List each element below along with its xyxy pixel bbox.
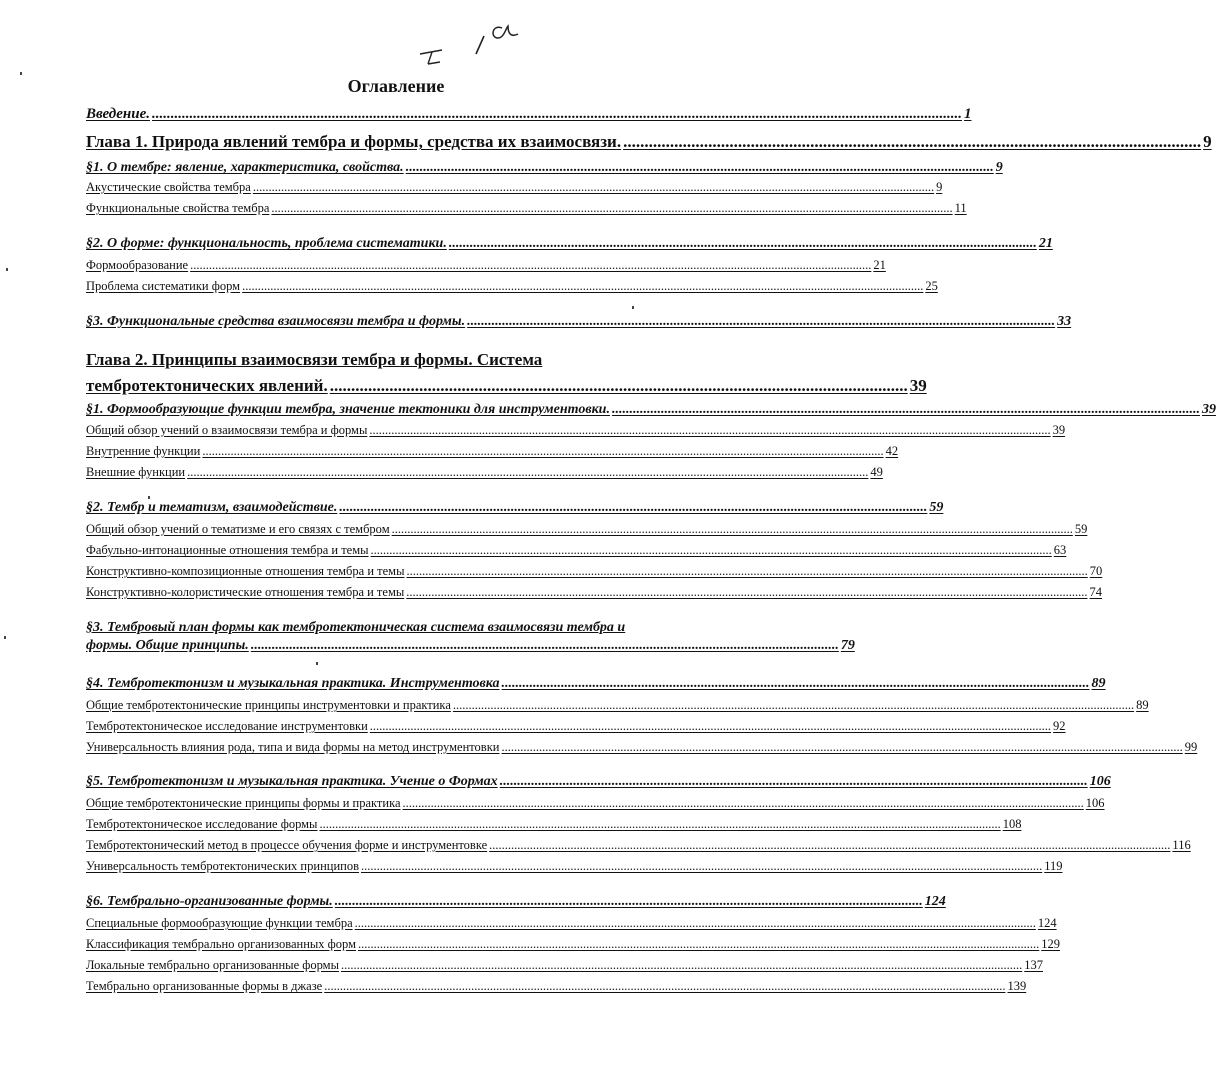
leader-dots: .......................................................................................................................................................................................................................... bbox=[452, 698, 1135, 712]
toc-entry-page: 42 bbox=[885, 444, 899, 458]
toc-section[interactable] bbox=[86, 236, 1053, 252]
toc-subentry[interactable] bbox=[86, 444, 899, 459]
toc-entry-label: Тембротектоническое исследование формы bbox=[86, 817, 318, 831]
toc-subentry[interactable] bbox=[86, 543, 1067, 558]
toc-subentry[interactable] bbox=[86, 201, 967, 216]
toc-section-3-line-1[interactable]: §3. Тембровый план формы как тембротектоническая система взаимосвязи тембра и bbox=[86, 620, 626, 635]
toc-section[interactable] bbox=[86, 676, 1106, 692]
leader-dots: .......................................................................................................................................................................................................................... bbox=[354, 916, 1036, 930]
toc-section[interactable] bbox=[86, 894, 946, 910]
leader-dots: ........................................................................................................................................ bbox=[329, 376, 908, 395]
toc-entry-page: 124 bbox=[924, 894, 946, 909]
toc-entry-page: 39 bbox=[1201, 402, 1216, 417]
toc-entry-page: 139 bbox=[1007, 979, 1027, 993]
toc-entry-label: Глава 1. Природа явлений тембра и формы, средства их взаимосвязи. bbox=[86, 132, 622, 151]
handwriting-drawing bbox=[418, 14, 528, 74]
toc-entry-label: Функциональные свойства тембра bbox=[86, 201, 270, 215]
toc-entry-label: Общие тембротектонические принципы инструментовки и практика bbox=[86, 698, 451, 712]
leader-dots: .......................................................................................................................................................................................................................... bbox=[402, 796, 1084, 810]
toc-entry-label: §2. О форме: функциональность, проблема систематики. bbox=[86, 236, 447, 251]
toc-entry-label: §6. Тембрально-организованные формы. bbox=[86, 894, 333, 909]
toc-subentry[interactable] bbox=[86, 979, 1027, 994]
toc-subentry[interactable] bbox=[86, 180, 943, 195]
leader-dots: .......................................................................................................................................................................................................................... bbox=[501, 740, 1183, 754]
leader-dots: .......................................................................................................................................................................................................................... bbox=[252, 180, 935, 194]
toc-section[interactable] bbox=[86, 160, 1003, 176]
leader-dots: .......................................................................................................................................................................................................................... bbox=[271, 201, 953, 215]
leader-dots: ........................................................................................................................................................................ bbox=[611, 402, 1200, 417]
toc-entry-label: Внутренние функции bbox=[86, 444, 201, 458]
toc-entry-page: 21 bbox=[1038, 236, 1053, 251]
leader-dots: .......................................................................................................................................................................................................................... bbox=[406, 585, 1088, 599]
toc-entry-page: 99 bbox=[1184, 740, 1198, 754]
toc-entry-label: §1. О тембре: явление, характеристика, свойства. bbox=[86, 160, 404, 175]
toc-entry-label: Внешние функции bbox=[86, 465, 186, 479]
toc-subentry[interactable] bbox=[86, 423, 1066, 438]
toc-entry-label: Универсальность влияния рода, типа и вида формы на метод инструментовки bbox=[86, 740, 500, 754]
toc-subentry[interactable] bbox=[86, 279, 938, 294]
toc-entry-label: §5. Тембротектонизм и музыкальная практика. Учение о Формах bbox=[86, 774, 498, 789]
toc-entry-label: §2. Тембр и тематизм, взаимодействие. bbox=[86, 500, 338, 515]
leader-dots: .......................................................................................................................................................................................................................... bbox=[369, 719, 1052, 733]
leader-dots: .......................................................................................................................................................................................................................... bbox=[187, 465, 869, 479]
scan-speck bbox=[4, 636, 6, 639]
leader-dots: .......................................................................................................................................................................................................................... bbox=[406, 564, 1088, 578]
leader-dots: ........................................................................................................................................ bbox=[623, 132, 1202, 151]
toc-entry-label: Проблема систематики форм bbox=[86, 279, 241, 293]
toc-entry-label: Общий обзор учений о взаимосвязи тембра и формы bbox=[86, 423, 368, 437]
leader-dots: ........................................................................................................................................................................ bbox=[339, 500, 928, 515]
leader-dots: ........................................................................................................................................................................ bbox=[250, 638, 839, 653]
leader-dots: ........................................................................................................................................................................ bbox=[448, 236, 1037, 251]
leader-dots: .......................................................................................................................................................................................................................... bbox=[190, 258, 872, 272]
toc-entry-label: формы. Общие принципы. bbox=[86, 638, 249, 653]
toc-entry-label: Специальные формообразующие функции тембра bbox=[86, 916, 353, 930]
toc-subentry[interactable] bbox=[86, 698, 1149, 713]
toc-entry-page: 119 bbox=[1044, 859, 1063, 873]
toc-entry-page: 9 bbox=[936, 180, 943, 194]
toc-entry-label: §4. Тембротектонизм и музыкальная практика. Инструментовка bbox=[86, 676, 500, 691]
toc-subentry[interactable] bbox=[86, 916, 1057, 931]
toc-entry-label: Универсальность тембротектонических принципов bbox=[86, 859, 359, 873]
toc-entry-page: 11 bbox=[954, 201, 967, 215]
toc-entry-page: 63 bbox=[1053, 543, 1067, 557]
toc-subentry[interactable] bbox=[86, 859, 1063, 874]
toc-entry-label: тембротектонических явлений. bbox=[86, 376, 328, 395]
toc-entry-label: Общие тембротектонические принципы формы и практика bbox=[86, 796, 401, 810]
toc-subentry[interactable] bbox=[86, 937, 1061, 952]
toc-entry-page: 9 bbox=[995, 160, 1003, 175]
toc-entry-label: Общий обзор учений о тематизме и его связях с тембром bbox=[86, 522, 390, 536]
toc-section[interactable] bbox=[86, 500, 944, 516]
leader-dots: ........................................................................................................................................................................ bbox=[501, 676, 1090, 691]
toc-subentry[interactable] bbox=[86, 465, 883, 480]
toc-entry-page: 59 bbox=[929, 500, 944, 515]
toc-subentry[interactable] bbox=[86, 719, 1066, 734]
scan-speck bbox=[316, 662, 318, 665]
leader-dots: .......................................................................................................................................................................................................................... bbox=[358, 937, 1040, 951]
leader-dots: .......................................................................................................................................................................................................................... bbox=[489, 838, 1171, 852]
toc-subentry[interactable] bbox=[86, 796, 1105, 811]
scan-speck bbox=[6, 268, 8, 271]
toc-entry-page: 33 bbox=[1057, 314, 1072, 329]
leader-dots: .......................................................................................................................................................................................................................... bbox=[369, 423, 1051, 437]
toc-entry-page: 74 bbox=[1089, 585, 1102, 599]
toc-subentry[interactable] bbox=[86, 522, 1088, 537]
toc-subentry[interactable] bbox=[86, 258, 886, 273]
leader-dots: .......................................................................................................................................................................................................................... bbox=[370, 543, 1052, 557]
leader-dots: ........................................................................................................................................................................ bbox=[467, 314, 1056, 329]
toc-entry-page: 25 bbox=[925, 279, 938, 293]
toc-entry-page: 108 bbox=[1002, 817, 1022, 831]
scan-speck bbox=[20, 72, 22, 75]
toc-entry-page: 39 bbox=[1052, 423, 1066, 437]
leader-dots: ........................................................................................................................................................................ bbox=[405, 160, 994, 175]
toc-subentry[interactable] bbox=[86, 564, 1103, 579]
toc-section[interactable] bbox=[86, 402, 1216, 418]
toc-entry-page: 79 bbox=[840, 638, 855, 653]
toc-entry-page: 49 bbox=[870, 465, 883, 479]
toc-entry-page: 1 bbox=[963, 106, 972, 122]
leader-dots: .......................................................................................................................................................................................................................... bbox=[319, 817, 1001, 831]
leader-dots: .......................................................................................................................................................................................................................... bbox=[340, 958, 1023, 972]
toc-section[interactable] bbox=[86, 638, 855, 654]
leader-dots: ........................................................................................................................................................................................................................ bbox=[151, 106, 962, 122]
toc-subentry[interactable] bbox=[86, 958, 1043, 973]
toc-entry-page: 129 bbox=[1041, 937, 1061, 951]
leader-dots: ........................................................................................................................................................................ bbox=[499, 774, 1088, 789]
scan-speck bbox=[632, 306, 634, 309]
toc-entry-label: Конструктивно-композиционные отношения тембра и темы bbox=[86, 564, 405, 578]
toc-entry-page: 106 bbox=[1085, 796, 1105, 810]
leader-dots: .......................................................................................................................................................................................................................... bbox=[360, 859, 1043, 873]
page-title: Оглавление bbox=[347, 76, 445, 96]
toc-entry-page: 116 bbox=[1172, 838, 1191, 852]
toc-entry-label: Локальные тембрально организованные формы bbox=[86, 958, 339, 972]
toc-entry-page: 106 bbox=[1089, 774, 1111, 789]
toc-subentry[interactable] bbox=[86, 838, 1191, 853]
toc-entry-page: 89 bbox=[1091, 676, 1106, 691]
toc-entry-intro[interactable] bbox=[86, 106, 972, 123]
toc-entry-label: Фабульно-интонационные отношения тембра и темы bbox=[86, 543, 369, 557]
leader-dots: .......................................................................................................................................................................................................................... bbox=[391, 522, 1073, 536]
toc-subentry[interactable] bbox=[86, 817, 1022, 832]
toc-entry-page: 137 bbox=[1024, 958, 1043, 972]
toc-entry-label: Акустические свойства тембра bbox=[86, 180, 251, 194]
toc-entry-page: 9 bbox=[1203, 132, 1212, 151]
toc-entry-label: Формообразование bbox=[86, 258, 189, 272]
toc-entry-page: 70 bbox=[1089, 564, 1103, 578]
toc-entry-page: 39 bbox=[909, 376, 927, 395]
leader-dots: .......................................................................................................................................................................................................................... bbox=[324, 979, 1006, 993]
toc-section[interactable] bbox=[86, 774, 1111, 790]
scan-speck bbox=[148, 496, 150, 499]
handwritten-page-mark bbox=[418, 14, 528, 74]
leader-dots: ........................................................................................................................................................................ bbox=[334, 894, 923, 909]
toc-entry-page: 59 bbox=[1074, 522, 1088, 536]
toc-entry-label: Тембрально организованные формы в джазе bbox=[86, 979, 323, 993]
toc-entry-label: §1. Формообразующие функции тембра, значение тектоники для инструментовки. bbox=[86, 402, 610, 417]
toc-subentry[interactable] bbox=[86, 585, 1102, 600]
toc-entry-label: Конструктивно-колористические отношения тембра и темы bbox=[86, 585, 405, 599]
toc-entry-label: §3. Функциональные средства взаимосвязи тембра и формы. bbox=[86, 314, 466, 329]
leader-dots: .......................................................................................................................................................................................................................... bbox=[242, 279, 924, 293]
toc-chapter-2-line-1[interactable]: Глава 2. Принципы взаимосвязи тембра и формы. Система bbox=[86, 350, 543, 369]
toc-chapter-2[interactable] bbox=[86, 376, 927, 396]
leader-dots: .......................................................................................................................................................................................................................... bbox=[202, 444, 884, 458]
toc-entry-label: Введение. bbox=[86, 106, 150, 122]
toc-entry-page: 89 bbox=[1136, 698, 1149, 712]
toc-entry-page: 21 bbox=[873, 258, 886, 272]
toc-entry-label: Классификация тембрально организованных форм bbox=[86, 937, 357, 951]
toc-entry-page: 92 bbox=[1053, 719, 1066, 733]
toc-entry-page: 124 bbox=[1037, 916, 1057, 930]
toc-section[interactable] bbox=[86, 314, 1072, 330]
toc-entry-label: Тембротектоническое исследование инструментовки bbox=[86, 719, 368, 733]
toc-entry-label: Тембротектонический метод в процессе обучения форме и инструментовке bbox=[86, 838, 488, 852]
toc-chapter-1[interactable] bbox=[86, 132, 1212, 152]
toc-subentry[interactable] bbox=[86, 740, 1198, 755]
